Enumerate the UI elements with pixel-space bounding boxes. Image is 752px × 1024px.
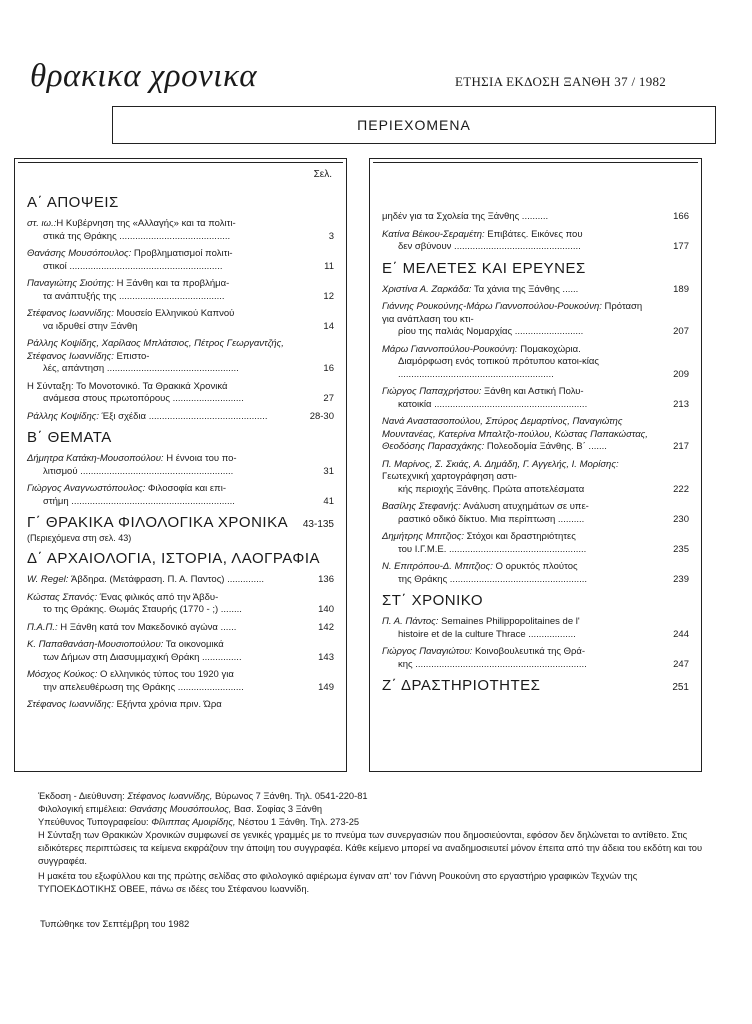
toc-title: Τα οικονομικά (163, 639, 224, 650)
toc-title-continued: Διαμόρφωση ενός τοπικού πρότυπου κατοι-κίας ........................................................... (398, 356, 599, 380)
toc-page-number: 14 (323, 320, 334, 332)
print-date: Τυπώθηκε τον Σεπτέμβρη του 1982 (40, 919, 190, 930)
toc-title: Στόχοι και δραστηριότητες (463, 531, 576, 542)
toc-page-number: 189 (673, 283, 689, 295)
toc-title: Εξήντα χρόνια πριν. Ώρα (113, 699, 222, 710)
toc-title-continued: του Ι.Γ.Μ.Ε. .................................................... (398, 543, 587, 555)
toc-entry-text (27, 453, 302, 478)
toc-entry (27, 381, 334, 406)
toc-page-number: 166 (673, 211, 689, 222)
toc-title-continued: κατοικία .......................................................... (398, 398, 588, 410)
section-heading (27, 514, 334, 531)
toc-author: Θανάσης Μουσόπουλος: (27, 248, 132, 259)
toc-entry-text (27, 574, 302, 587)
toc-entry-text (27, 592, 302, 617)
toc-entry-text (27, 381, 302, 406)
toc-entry-text (382, 386, 657, 411)
section-heading (27, 429, 334, 446)
toc-title-continued: το της Θράκης. Θωμάς Σταυρής (1770 - ;) ........ (43, 604, 242, 615)
colophon-editor: Φιλολογική επιμέλεια: Θανάσης Μουσόπουλος, Βασ. Σοφίας 3 Ξάνθη (38, 804, 323, 814)
section-title: Ζ΄ ΔΡΑΣΤΗΡΙΟΤΗΤΕΣ (382, 677, 541, 694)
toc-title-continued: κης ................................................................. (398, 658, 587, 670)
toc-entry (27, 622, 334, 635)
toc-entry (382, 211, 689, 224)
toc-title-continued: στικοί .......................................................... (43, 260, 223, 272)
toc-author: Ράλλης Κοψίδης: (27, 410, 99, 422)
toc-title: Επιβάτες. Εικόνες που (484, 228, 583, 240)
toc-page-number: 177 (673, 241, 689, 252)
toc-title: Πρόταση για ανάπλαση του κτι- (382, 301, 643, 325)
section-title: Β΄ ΘΕΜΑΤΑ (27, 429, 112, 446)
toc-entry-text (382, 211, 657, 224)
toc-author: Μόσχος Κούκος: (27, 669, 98, 680)
toc-title: Η Κυβέρνηση της «Αλλαγής» και τα πολιτι- (56, 218, 236, 229)
toc-entry-text (382, 531, 657, 556)
toc-entry (27, 218, 334, 243)
toc-title-continued: της Θράκης .................................................... (398, 573, 588, 585)
toc-author: Π. Μαρίνος, Σ. Σκιάς, Α. Δημάδη, Γ. Αγγελής, Ι. Μορίσης: (382, 458, 619, 470)
toc-page-number: 12 (323, 290, 334, 302)
colophon-credits: Η μακέτα του εξωφύλλου και της πρώτης σελίδας στο φιλολογικό αφιέρωμα έγιναν απ' τον Γιάννη Ρουκούνη στο εργαστήριο γραφικών Τεχνών της ΤΥΠΟΕΚΔΟΤΙΚΗΣ ΟΒΕΕ, πάνω σε ιδέες του Στέφανου Ιωαννίδη. (38, 871, 638, 894)
toc-page-number: 247 (673, 658, 689, 670)
toc-title: Semaines Philippopolitaines de l' (438, 616, 580, 627)
toc-entry (27, 338, 334, 376)
toc-title-continued: στήμη .............................................................. (43, 495, 235, 507)
toc-entry-text (382, 561, 657, 586)
toc-author: Βασίλης Στεφανής: (382, 501, 461, 512)
toc-title: Φιλοσοφία και επι- (145, 483, 226, 494)
toc-entry (27, 411, 334, 424)
toc-title: Ο ορυκτός πλούτος (492, 561, 578, 572)
toc-entry (382, 531, 689, 556)
toc-title: Προβληματισμοί πολιτι- (131, 248, 233, 259)
toc-entry-text (27, 338, 302, 376)
section-heading (382, 592, 689, 609)
toc-title-continued: τα ανάπτυξής της ........................................ (43, 290, 225, 302)
toc-title: Πολεοδομία Ξάνθης. Β΄ ....... (484, 441, 607, 452)
toc-entry (27, 453, 334, 478)
toc-author: Ν. Επιτρόπου-Δ. Μπιτζιος: (382, 561, 493, 572)
toc-entry-text (27, 308, 302, 333)
toc-entry-text (382, 229, 657, 254)
toc-page-number: 16 (323, 363, 334, 374)
toc-author: Κώστας Σπανός: (27, 591, 98, 603)
section-title: ΣΤ΄ ΧΡΟΝΙΚΟ (382, 592, 483, 609)
section-title: Δ΄ ΑΡΧΑΙΟΛΟΓΙΑ, ΙΣΤΟΡΙΑ, ΛΑΟΓΡΑΦΙΑ (27, 550, 321, 567)
toc-title: Πομακοχώρια. (517, 343, 581, 355)
toc-entry-text (382, 501, 657, 526)
toc-entry-text (27, 699, 302, 712)
section-heading (382, 677, 689, 694)
toc-entry (27, 574, 334, 587)
toc-entry (27, 483, 334, 508)
toc-title: Μουσείο Ελληνικού Καπνού (113, 308, 235, 319)
toc-author: Νανά Αναστασοπούλου, Σπύρος Δεμαρτίνος, Παναγιώτης Μουντανέας, Κατερίνα Μπαλτζο-πούλου, Κώστας Παπακώστας, Θεοδόσης Παρασχάκης: (382, 416, 648, 452)
toc-author: Κατίνα Βέικου-Σεραμέτη: (382, 228, 485, 240)
toc-title: Κοινοβουλευτικά της Θρά- (472, 646, 586, 657)
toc-title: Ανάλυση ατυχημάτων σε υπε- (460, 501, 589, 512)
toc-page-number: 222 (673, 483, 689, 495)
contents-right-column (369, 158, 702, 772)
toc-title: Άβδηρα. (Μετάφραση. Π. Α. Παντος) .............. (68, 574, 265, 585)
section-title: Ε΄ ΜΕΛΕΤΕΣ ΚΑΙ ΕΡΕΥΝΕΣ (382, 259, 586, 277)
toc-title-continued: την απελευθέρωση της Θράκης ......................... (43, 681, 244, 693)
toc-entry (382, 386, 689, 411)
toc-title: Τα χάνια της Ξάνθης ...... (471, 283, 579, 295)
toc-entry-text (27, 218, 302, 243)
toc-entry (382, 501, 689, 526)
toc-page-number: 235 (673, 543, 689, 555)
contents-title: ΠΕΡΙΕΧΟΜΕΝΑ (112, 106, 716, 144)
toc-title: Η Ξάνθη κατά τον Μακεδονικό αγώνα ...... (57, 621, 237, 633)
toc-title-continued: δεν σβύνουν ................................................ (398, 241, 581, 252)
toc-page-number: 213 (673, 398, 689, 410)
toc-entry (382, 284, 689, 297)
toc-title: μηδέν για τα Σχολεία της Ξάνθης .......... (382, 211, 549, 222)
colophon-printer: Υπεύθυνος Τυπογραφείου: Φίλιππας Αμοιρίδης, Νέστου 1 Ξάνθη. Τηλ. 273-25 (38, 817, 360, 827)
toc-entry (382, 646, 689, 671)
toc-title-continued: των Δήμων στη Διασυμμαχική Θράκη ............... (43, 651, 242, 663)
toc-entry-text (382, 416, 657, 454)
toc-author: Δημήτρης Μπιτζιος: (382, 531, 464, 542)
colophon-disclaimer: Η Σύνταξη των Θρακικών Χρονικών συμφωνεί σε γενικές γραμμές με το πνεύμα των συνεργασιών που δημοσιεύονται, εφόσον δεν δηλώνεται το αντίθετο. Στις ειδικότερες περιπτώσεις τα κείμενα εκφράζουν την άποψη του συγγραφέα. Κάθε κείμενο μπορεί να αναδημοσιευτεί μόνον έπειτα από την άδεια του εκδότη και του συγγραφέα. (38, 830, 703, 866)
toc-author: Ράλλης Κοψίδης, Χαρίλαος Μπλάτσιος, Πέτρος Γεωργαντζής, Στέφανος Ιωαννίδης: (27, 338, 284, 362)
toc-entry-text (382, 646, 657, 671)
toc-title-continued: λές, απάντηση .................................................. (43, 363, 239, 374)
section-heading (27, 550, 334, 567)
toc-title: Επιστο- (113, 350, 150, 362)
toc-title-continued: να ιδρυθεί στην Ξάνθη (43, 320, 138, 332)
toc-entry-text (27, 483, 302, 508)
toc-entry-text (27, 639, 302, 664)
toc-title: Η Ξάνθη και τα προβλήμα- (114, 278, 230, 289)
toc-entry-text (27, 411, 302, 424)
toc-title: Ένας φιλικός από την Άβδυ- (97, 591, 219, 603)
toc-author: Π.Α.Π.: (27, 621, 58, 633)
toc-title-continued: ανάμεσα στους πρωτοπόρους ........................... (43, 393, 244, 404)
toc-page-number: 143 (318, 651, 334, 663)
toc-entry-text (27, 248, 302, 273)
toc-author: W. Regel: (27, 574, 69, 585)
toc-entry-text (382, 284, 657, 297)
toc-entry (382, 459, 689, 497)
toc-entry (382, 616, 689, 641)
toc-title-continued: ραστικό οδικό δίκτυο. Μια περίπτωση .......... (398, 513, 585, 525)
toc-entry-text (382, 344, 657, 382)
toc-page-number: 27 (323, 393, 334, 404)
contents-left-column (14, 158, 347, 772)
toc-page-number: 244 (673, 628, 689, 640)
toc-title: Η Σύνταξη: Το Μονοτονικό. Τα Θρακικά Χρονικά (27, 380, 228, 392)
toc-entry (27, 278, 334, 303)
toc-page-number: 207 (673, 326, 689, 337)
toc-title-continued: κής περιοχής Ξάνθης. Πρώτα αποτελέσματα (398, 483, 585, 495)
section-heading (27, 194, 334, 211)
toc-entry-text (27, 278, 302, 303)
toc-author: Δήμητρα Κατάκη-Μουσοπούλου: (27, 453, 164, 464)
edition-info: ΕΤΗΣΙΑ ΕΚΔΟΣΗ ΞΑΝΘΗ 37 / 1982 (455, 74, 667, 89)
toc-page-number: 239 (673, 573, 689, 585)
toc-page-number: 217 (673, 441, 689, 452)
toc-author: Γιώργος Παναγιώτου: (382, 646, 473, 657)
toc-entry (27, 669, 334, 694)
toc-author: Γιώργος Αναγνωστόπουλος: (27, 483, 146, 494)
toc-page-number: 41 (323, 495, 334, 507)
toc-entry (382, 561, 689, 586)
toc-page-number: 31 (323, 465, 334, 477)
toc-page-number: 28-30 (309, 410, 334, 422)
toc-entry (382, 416, 689, 454)
toc-author: Γιάννης Ρουκούνης-Μάρω Γιαννοπούλου-Ρουκούνη: (382, 301, 602, 312)
toc-title-continued: στικά της Θράκης .......................................... (43, 230, 231, 242)
toc-title: Η έννοια του πο- (163, 453, 237, 464)
colophon (38, 790, 718, 896)
toc-entry-text (382, 301, 657, 339)
section-title: Α΄ ΑΠΟΨΕΙΣ (27, 194, 119, 211)
toc-page-number: 142 (318, 621, 334, 633)
toc-author: Μάρω Γιαννοπούλου-Ρουκούνη: (382, 343, 518, 355)
toc-page-number: 149 (318, 681, 334, 693)
page-column-label: Σελ. (313, 169, 332, 180)
section-title: Γ΄ ΘΡΑΚΙΚΑ ΦΙΛΟΛΟΓΙΚΑ ΧΡΟΝΙΚΑ (27, 514, 289, 531)
toc-entry (27, 639, 334, 664)
section-page: 251 (672, 682, 689, 693)
toc-author: Κ. Παπαθανάση-Μουσιοπούλου: (27, 639, 164, 650)
toc-page-number: 136 (318, 574, 334, 585)
toc-author: Γιώργος Παπαχρήστου: (382, 386, 482, 397)
toc-title-continued: ρίου της παλιάς Νομαρχίας .......................... (398, 326, 584, 337)
toc-title: Έξι σχέδια ............................................. (98, 410, 268, 422)
toc-entry-text (382, 616, 657, 641)
toc-entry (27, 592, 334, 617)
toc-entry (382, 301, 689, 339)
toc-entry (27, 248, 334, 273)
toc-author: Στέφανος Ιωαννίδης: (27, 699, 114, 710)
section-page: 43-135 (302, 519, 334, 530)
toc-entry-text (382, 459, 657, 497)
toc-page-number: 3 (328, 230, 334, 242)
toc-author: Παναγιώτης Σιούτης: (27, 278, 115, 289)
colophon-publisher: Έκδοση - Διεύθυνση: Στέφανος Ιωαννίδης, Βύρωνος 7 Ξάνθη. Τηλ. 0541-220-81 (38, 791, 368, 801)
section-note: (Περιεχόμενα στη σελ. 43) (27, 533, 132, 543)
toc-page-number: 209 (673, 368, 689, 380)
toc-entry (382, 229, 689, 254)
toc-entry (27, 699, 334, 712)
toc-page-number: 140 (318, 604, 334, 615)
toc-title: Ο ελληνικός τύπος του 1920 για (97, 669, 234, 680)
toc-entry-text (27, 669, 302, 694)
toc-entry (382, 344, 689, 382)
toc-entry (27, 308, 334, 333)
toc-page-number: 230 (673, 513, 689, 525)
journal-title: θρακικα χρονικα (30, 58, 258, 94)
toc-title: Ξάνθη και Αστική Πολυ- (481, 386, 584, 397)
toc-title-continued: λιτισμού .......................................................... (43, 465, 234, 477)
toc-author: Π. Α. Πάντος: (382, 616, 439, 627)
toc-author: Χριστίνα Α. Ζαρκάδα: (382, 283, 472, 295)
section-heading (382, 260, 689, 277)
toc-author: Στέφανος Ιωαννίδης: (27, 308, 114, 319)
toc-page-number: 11 (324, 260, 334, 272)
toc-title-continued: histoire et de la culture Thrace .................. (398, 628, 576, 640)
toc-title: Γεωτεχνική χαρτογράφηση αστι- (382, 471, 517, 482)
toc-entry-text (27, 622, 302, 635)
toc-author: στ. ιω.: (27, 218, 57, 229)
